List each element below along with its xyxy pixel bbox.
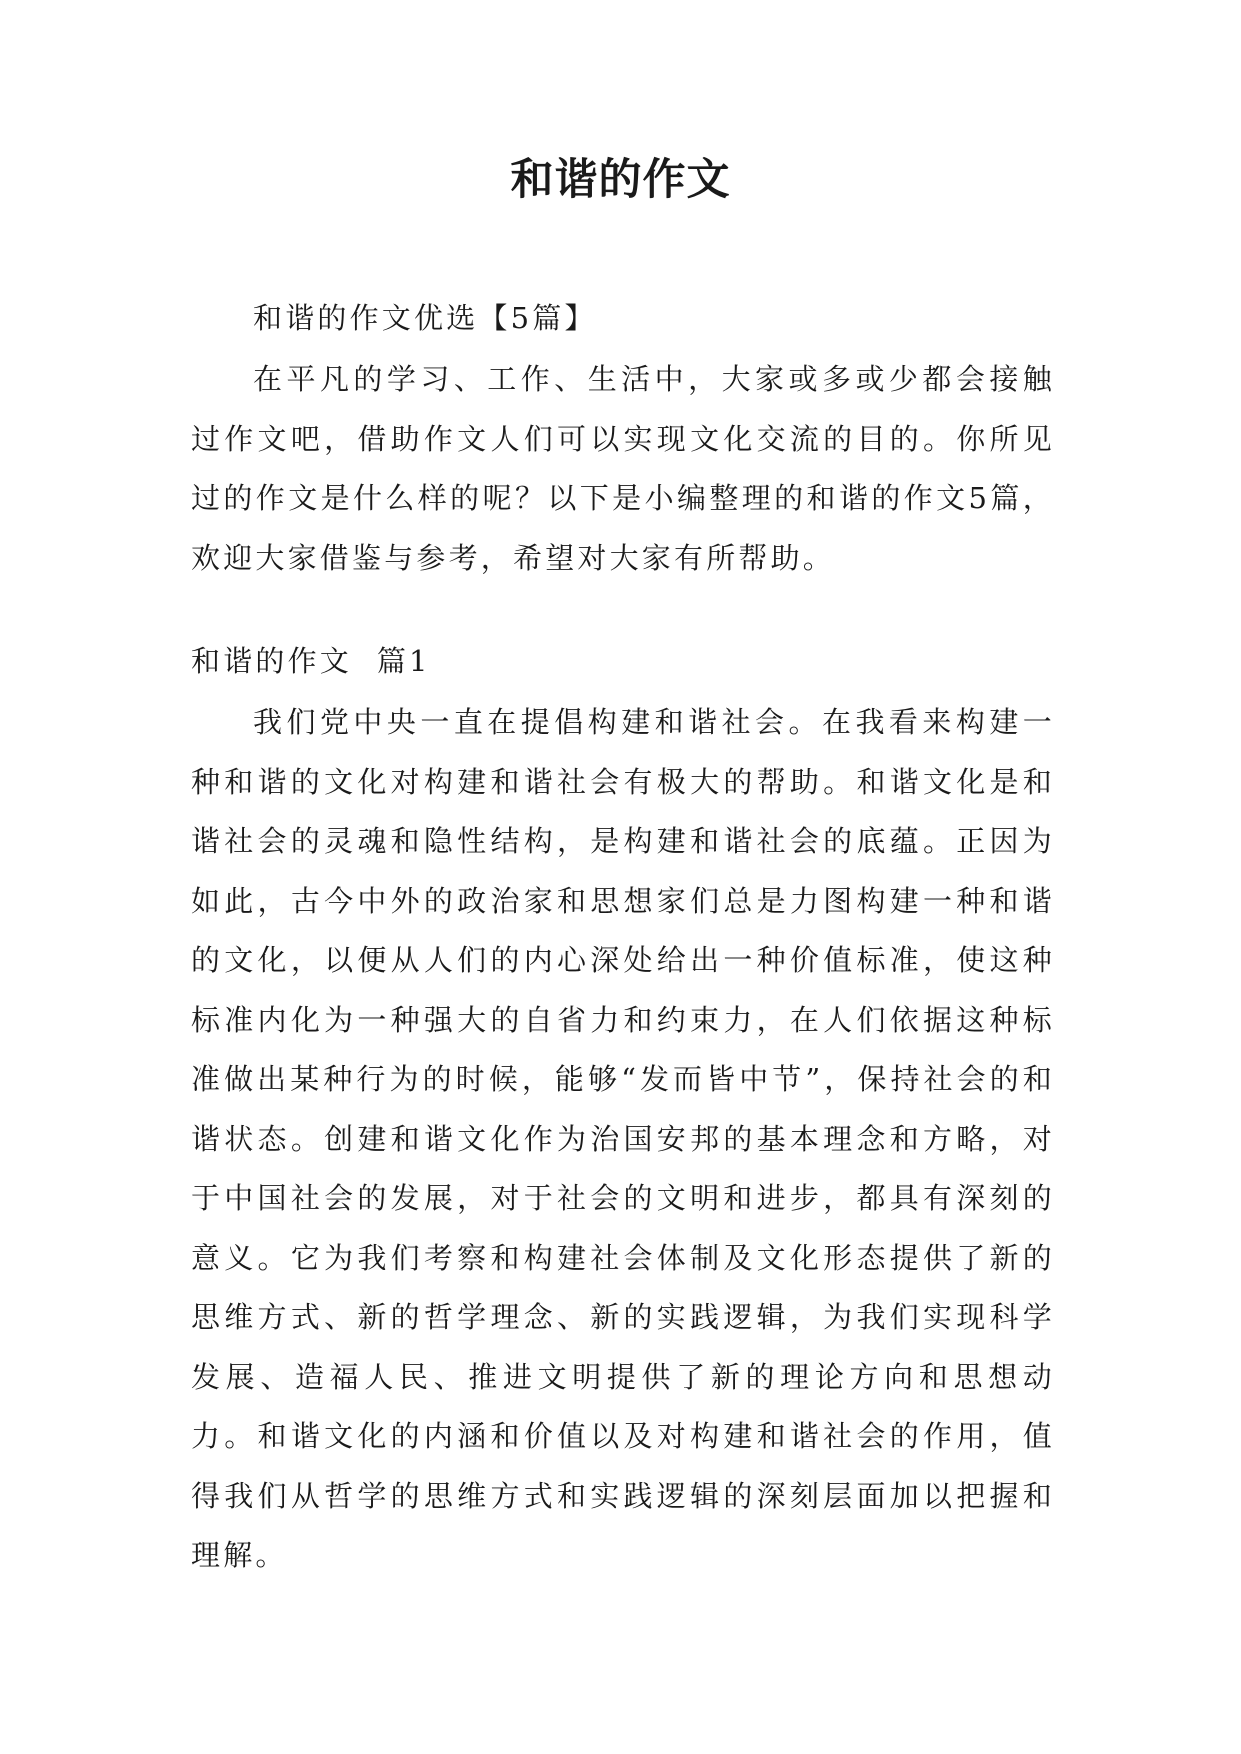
document-subtitle: 和谐的作文优选【5篇】: [253, 301, 597, 335]
essay-paragraph: 我们党中央一直在提倡构建和谐社会。在我看来构建一种和谐的文化对构建和谐社会有极大的帮助。和谐文化是和谐社会的灵魂和隐性结构，是构建和谐社会的底蕴。正因为如此，古今中外的政治家和思想家们总是力图构建一种和谐的文化，以便从人们的内心深处给出一种价值标准，使这种标准内化为一种强大的自省力和约束力，在人们依据这种标准做出某种行为的时候，能够“发而皆中节”，保持社会的和谐状态。创建和谐文化作为治国安邦的基本理念和方略，对于中国社会的发展，对于社会的文明和进步，都具有深刻的意义。它为我们考察和构建社会体制及文化形态提供了新的思维方式、新的哲学理念、新的实践逻辑，为我们实现科学发展、造福人民、推进文明提供了新的理论方向和思想动力。和谐文化的内涵和价值以及对构建和谐社会的作用，值得我们从哲学的思维方式和实践逻辑的深刻层面加以把握和理解。: [191, 705, 1055, 1572]
intro-paragraph: 在平凡的学习、工作、生活中，大家或多或少都会接触过作文吧，借助作文人们可以实现文化交流的目的。你所见过的作文是什么样的呢？以下是小编整理的和谐的作文5篇，欢迎大家借鉴与参考，希望对大家有所帮助。: [191, 362, 1055, 575]
section-heading: 和谐的作文 篇1: [191, 644, 431, 678]
document-title: 和谐的作文: [510, 155, 731, 205]
